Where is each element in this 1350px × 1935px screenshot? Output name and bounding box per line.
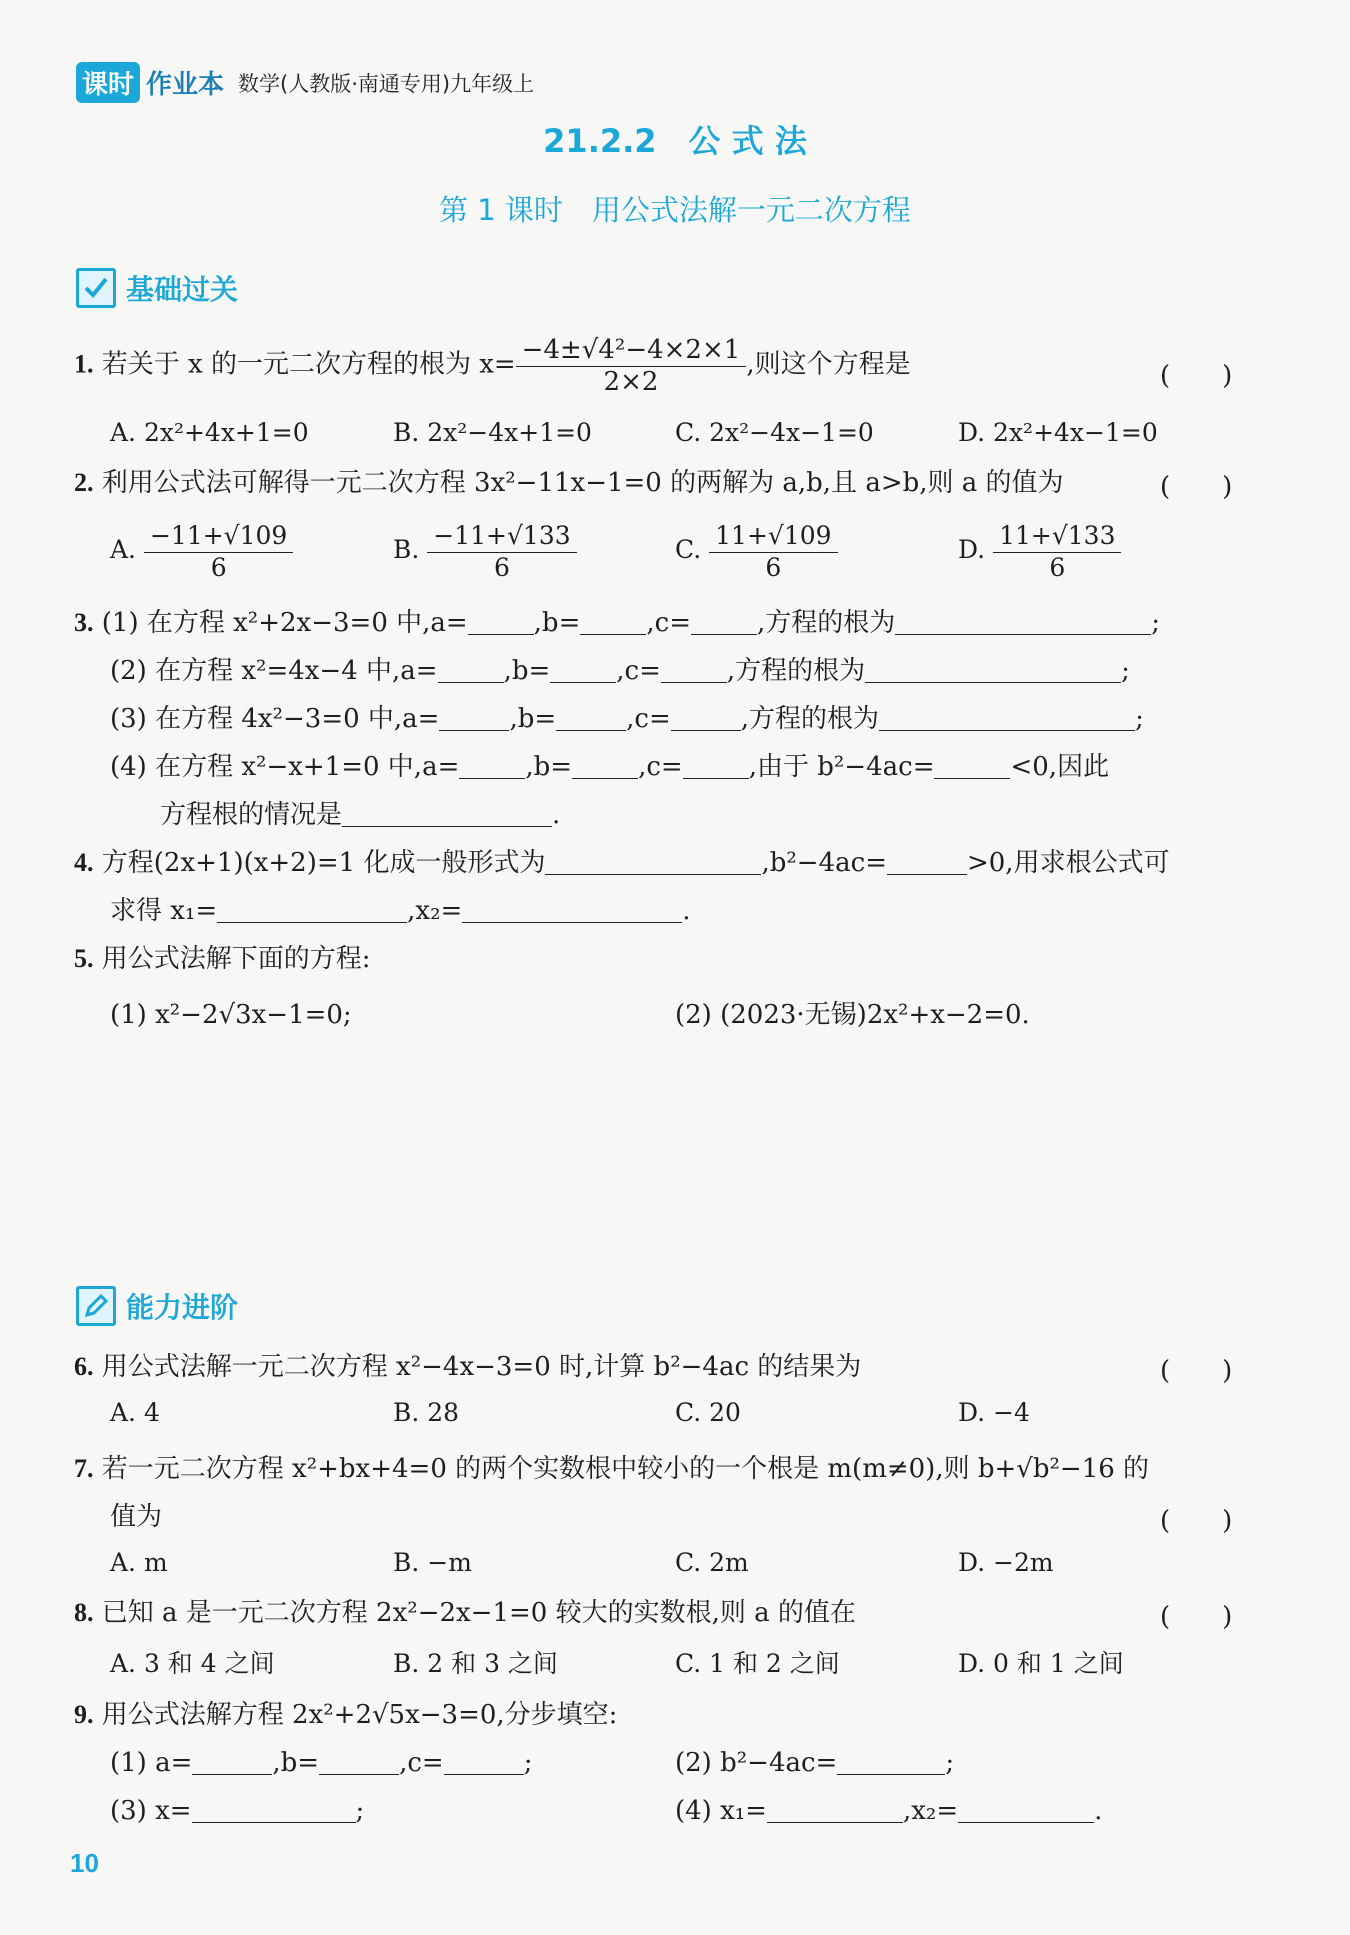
part-text: ; [355, 1796, 365, 1826]
question-3-part-2 [110, 654, 1130, 688]
part-text: 方程(2x+1)(x+2)=1 化成一般形式为 [101, 848, 546, 878]
blank-a[interactable] [192, 1748, 272, 1775]
part-text: ,方程的根为 [726, 656, 866, 686]
question-2 [74, 466, 1064, 500]
question-4-cont [110, 894, 691, 928]
section-advanced-label: 能力进阶 [126, 1291, 239, 1324]
blank-x1[interactable] [767, 1796, 903, 1823]
logo-badge: 课时 [76, 62, 140, 103]
option-letter: A. [110, 535, 137, 564]
question-5-part-2: (2) (2023·无锡)2x²+x−2=0. [675, 1000, 1030, 1030]
option-c: C. 1 和 2 之间 [675, 1649, 840, 1678]
section-advanced [76, 1286, 238, 1326]
option-d: D. −4 [958, 1398, 1030, 1427]
part-text: (3) x= [110, 1796, 192, 1826]
fraction-denominator: 6 [1049, 553, 1066, 582]
option-b: B. 2x²−4x+1=0 [393, 418, 592, 447]
part-text: (1) a= [110, 1748, 193, 1778]
part-text: ,b= [503, 656, 551, 686]
option-b: B. 2 和 3 之间 [393, 1649, 558, 1678]
header [76, 62, 534, 102]
fraction-numerator: 11+√133 [993, 520, 1121, 553]
option-c: C. 2m [675, 1548, 749, 1577]
part-text: (2) 在方程 x²=4x−4 中,a= [110, 656, 438, 686]
question-number: 8. [74, 1598, 94, 1627]
blank-discriminant[interactable] [934, 752, 1010, 779]
logo-text: 作业本 [146, 70, 225, 100]
question-7 [74, 1452, 1149, 1486]
part-text: 方程根的情况是 [160, 800, 343, 830]
fraction-denominator: 6 [494, 553, 510, 582]
option-a: A. 4 [110, 1398, 160, 1427]
blank-roots[interactable] [895, 608, 1151, 635]
blank-discriminant[interactable] [887, 848, 967, 875]
question-number: 2. [74, 468, 94, 497]
question-9-part-3 [110, 1794, 364, 1828]
part-text: >0,用求根公式可 [966, 848, 1170, 878]
question-7-cont: 值为 [110, 1502, 163, 1532]
option-c: C. 20 [675, 1398, 741, 1427]
part-text: (4) x₁= [675, 1796, 767, 1826]
fraction-denominator: 6 [210, 553, 227, 582]
question-6 [74, 1350, 861, 1384]
option-a [110, 520, 293, 583]
part-text: ; [1151, 608, 1161, 638]
question-8 [74, 1596, 856, 1630]
blank-c[interactable] [683, 752, 749, 779]
question-9-part-2 [675, 1746, 954, 1780]
option-b: B. −m [393, 1548, 472, 1577]
blank-c[interactable] [671, 704, 741, 731]
option-b [393, 520, 577, 583]
part-text: ,b= [509, 704, 557, 734]
question-5 [74, 942, 371, 976]
option-a: A. 3 和 4 之间 [110, 1649, 275, 1678]
fraction-numerator: −11+√109 [144, 520, 293, 553]
blank-c[interactable] [661, 656, 727, 683]
blank-x1[interactable] [217, 896, 407, 923]
answer-bracket: ( ) [1160, 361, 1233, 391]
question-number: 3. [74, 608, 94, 637]
part-text: ,b²−4ac= [761, 848, 887, 878]
part-text: ; [1121, 656, 1130, 686]
question-text: 已知 a 是一元二次方程 2x²−2x−1=0 较大的实数根,则 a 的值在 [101, 1598, 856, 1628]
answer-bracket: ( ) [1160, 1602, 1233, 1632]
part-text: ,c= [616, 656, 661, 686]
option-d: D. −2m [958, 1548, 1054, 1577]
option-letter: C. [675, 535, 702, 564]
option-d [958, 520, 1121, 583]
question-text: 利用公式法可解得一元二次方程 3x²−11x−1=0 的两解为 a,b,且 a>b,则 a 的值为 [101, 468, 1064, 498]
fraction-numerator: −11+√133 [427, 520, 576, 553]
question-4 [74, 846, 1170, 880]
blank-b[interactable] [550, 656, 616, 683]
blank-b[interactable] [580, 608, 646, 635]
question-text: 若一元二次方程 x²+bx+4=0 的两个实数根中较小的一个根是 m(m≠0),则 b+√b²−16 的 [101, 1454, 1150, 1484]
part-text: (4) 在方程 x²−x+1=0 中,a= [110, 752, 460, 782]
part-text: ,方程的根为 [757, 608, 896, 638]
question-text-end: ,则这个方程是 [746, 349, 911, 380]
blank-x[interactable] [192, 1796, 356, 1823]
blank-b[interactable] [556, 704, 626, 731]
answer-bracket: ( ) [1160, 1356, 1233, 1386]
option-c: C. 2x²−4x−1=0 [675, 418, 874, 447]
question-5-part-1: (1) x²−2√3x−1=0; [110, 1000, 352, 1030]
blank-b[interactable] [572, 752, 638, 779]
question-text: 用公式法解一元二次方程 x²−4x−3=0 时,计算 b²−4ac 的结果为 [101, 1352, 862, 1382]
fraction-numerator: 11+√109 [709, 520, 837, 553]
part-text: ,c= [399, 1748, 444, 1778]
pencil-icon [76, 1286, 116, 1326]
question-number: 4. [74, 848, 94, 877]
blank-x2[interactable] [462, 896, 682, 923]
fraction-denominator: 2×2 [603, 367, 659, 397]
part-text: . [552, 800, 561, 830]
part-text: ,b= [533, 608, 581, 638]
question-text: 用公式法解方程 2x²+2√5x−3=0,分步填空: [101, 1700, 618, 1730]
question-text: 用公式法解下面的方程: [101, 944, 371, 974]
lesson-title: 第 1 课时 用公式法解一元二次方程 [439, 193, 911, 227]
question-number: 9. [74, 1700, 94, 1729]
answer-bracket: ( ) [1160, 472, 1233, 502]
question-3-part-1 [74, 606, 1160, 640]
question-9-part-1 [110, 1746, 532, 1780]
part-text: (3) 在方程 4x²−3=0 中,a= [110, 704, 440, 734]
option-a: A. 2x²+4x+1=0 [110, 418, 309, 447]
option-c [675, 520, 838, 583]
question-3-part-4 [110, 750, 1109, 784]
part-text: (2) b²−4ac= [675, 1748, 838, 1778]
part-text: ,由于 b²−4ac= [748, 752, 935, 782]
question-text: 若关于 x 的一元二次方程的根为 x= [101, 349, 516, 380]
option-a: A. m [110, 1548, 168, 1577]
blank-c[interactable] [691, 608, 757, 635]
blank-roots[interactable] [865, 656, 1121, 683]
option-d: D. 2x²+4x−1=0 [958, 418, 1158, 447]
blank-discriminant[interactable] [837, 1748, 945, 1775]
blank-roots[interactable] [879, 704, 1135, 731]
part-text: ,b= [525, 752, 573, 782]
part-text: ; [523, 1748, 533, 1778]
question-3-part-3 [110, 702, 1144, 736]
blank-general-form[interactable] [545, 848, 761, 875]
section-basic [76, 268, 238, 308]
blank-x2[interactable] [958, 1796, 1094, 1823]
fraction-denominator: 6 [765, 553, 782, 582]
answer-bracket: ( ) [1160, 1506, 1233, 1536]
question-number: 5. [74, 944, 94, 973]
part-text: ,方程的根为 [740, 704, 880, 734]
part-text: ,c= [638, 752, 683, 782]
part-text: ,x₂= [407, 896, 463, 926]
blank-c[interactable] [444, 1748, 524, 1775]
part-text: (1) 在方程 x²+2x−3=0 中,a= [101, 608, 468, 638]
section-title: 21.2.2 公 式 法 [543, 122, 807, 160]
part-text: ,c= [646, 608, 691, 638]
part-text: 求得 x₁= [110, 896, 218, 926]
blank-a[interactable] [439, 704, 509, 731]
blank-a[interactable] [438, 656, 504, 683]
part-text: ,c= [626, 704, 671, 734]
part-text: . [1094, 1796, 1103, 1826]
option-b: B. 28 [393, 1398, 460, 1427]
question-9 [74, 1698, 617, 1732]
blank-a[interactable] [459, 752, 525, 779]
root-fraction [516, 334, 747, 397]
blank-b[interactable] [319, 1748, 399, 1775]
part-text: . [682, 896, 691, 926]
question-1 [74, 334, 911, 397]
option-d: D. 0 和 1 之间 [958, 1649, 1124, 1678]
question-number: 1. [74, 349, 94, 379]
blank-root-situation[interactable] [342, 800, 552, 827]
checkbox-icon [76, 268, 116, 308]
part-text: <0,因此 [1010, 752, 1110, 782]
question-3-part-4-cont [160, 798, 560, 832]
part-text: ,b= [272, 1748, 320, 1778]
question-number: 6. [74, 1352, 94, 1381]
part-text: ,x₂= [902, 1796, 959, 1826]
page-number: 10 [70, 1848, 99, 1878]
book-subtitle: 数学(人教版·南通专用)九年级上 [238, 71, 535, 96]
option-letter: D. [958, 535, 986, 564]
part-text: ; [945, 1748, 955, 1778]
part-text: ; [1135, 704, 1144, 734]
question-9-part-4 [675, 1794, 1102, 1828]
blank-a[interactable] [468, 608, 534, 635]
section-basic-label: 基础过关 [126, 273, 239, 306]
fraction-numerator: −4±√4²−4×2×1 [516, 334, 747, 367]
option-letter: B. [393, 535, 420, 564]
question-number: 7. [74, 1454, 94, 1483]
